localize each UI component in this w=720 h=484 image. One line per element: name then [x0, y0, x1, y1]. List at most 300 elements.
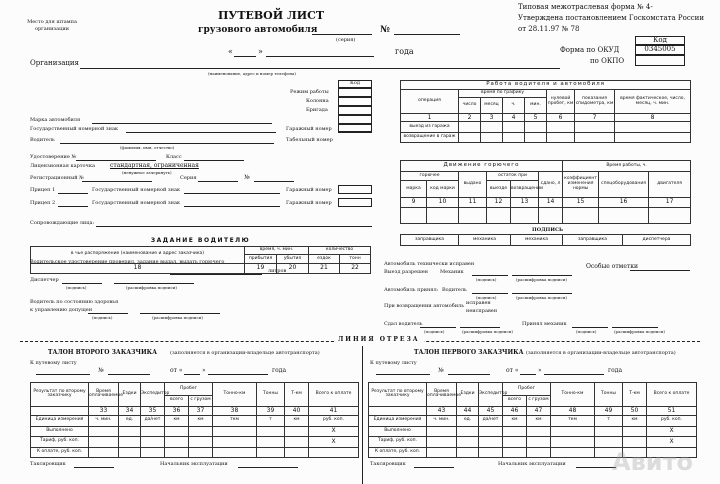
form-type: Типовая межотраслевая форма № 4-	[518, 3, 653, 11]
lic-card-hint: (ненужное зачеркнуть)	[122, 170, 172, 175]
c1-cell[interactable]	[595, 437, 623, 447]
c2-cell[interactable]	[165, 447, 189, 458]
c2-unit: км	[165, 416, 189, 426]
reg-no-label: Регистрационный №	[30, 175, 84, 181]
trailer2-gov-label: Государственный номерной знак	[92, 200, 181, 206]
c1-unit: км	[527, 416, 551, 426]
liters-label: литров	[268, 268, 287, 274]
dispatcher-decode-field[interactable]	[114, 283, 194, 284]
driver-sign-r[interactable]	[472, 293, 508, 294]
c1-num-empty	[369, 406, 427, 416]
c1-cell[interactable]	[427, 426, 457, 436]
fuel-cell[interactable]	[599, 207, 649, 223]
work-table	[400, 80, 691, 143]
trailer2-field[interactable]	[58, 206, 88, 207]
work-cell[interactable]	[481, 132, 503, 142]
task-num: 22	[340, 264, 371, 274]
approved-by: Утверждена постановлением Госкомстата России	[518, 14, 704, 22]
accepted-sign-hint: (подпись)	[576, 329, 597, 334]
gov-sign-label: Государственный номерной знак	[30, 126, 119, 132]
special-marks-field[interactable]	[630, 270, 690, 271]
coupon1-waybill-field[interactable]	[376, 374, 430, 375]
work-col-odometer: показания спидометра, км	[575, 90, 615, 114]
fuel-cell[interactable]	[563, 207, 599, 223]
c2-cell[interactable]	[213, 437, 257, 447]
c2-col-time: Время оплачиваемое	[89, 383, 119, 407]
c1-col-trips: Ездки	[457, 383, 479, 407]
c2-cell[interactable]	[89, 447, 119, 458]
dispatcher-decode-hint: (расшифровка подписи)	[126, 285, 177, 290]
coupon2-no-field[interactable]	[108, 374, 150, 375]
c2-units-label: Единица измерения	[31, 416, 89, 426]
fine-option[interactable]: исправен	[466, 300, 491, 306]
fuel-num: 12	[487, 197, 511, 207]
c1-head-label: Начальник эксплуатации	[498, 461, 566, 467]
driver-decode-r[interactable]	[512, 293, 572, 294]
task-col-customer: в чье распоряжение (наименование и адрес заказчика)	[31, 246, 245, 264]
c2-num: 40	[285, 406, 309, 416]
c1-cell[interactable]	[427, 447, 457, 458]
coupon1-no-field[interactable]	[448, 374, 490, 375]
task-col-tons: тонн	[340, 255, 371, 264]
work-num: 2	[459, 114, 481, 122]
c1-cell[interactable]	[479, 447, 503, 458]
mechanic-sign-hint-1: (подпись)	[476, 277, 497, 282]
okud-label: Форма по ОКУД	[560, 46, 620, 54]
c1-col-tonkm: Тонно-км	[551, 383, 595, 407]
c2-num: 38	[213, 406, 257, 416]
org-hint: (наименование, адрес и номер телефона)	[208, 71, 296, 76]
class-field[interactable]	[184, 160, 244, 161]
work-row-out: выезд из гаража	[401, 122, 459, 132]
fuel-num: 17	[649, 197, 691, 207]
c2-cell[interactable]	[119, 447, 141, 458]
fuel-cell[interactable]	[649, 207, 691, 223]
fuel-cell[interactable]	[459, 207, 487, 223]
work-cell[interactable]	[615, 122, 691, 132]
c2-x-mark: X	[309, 437, 359, 447]
work-num: 4	[503, 114, 525, 122]
reg-no-field[interactable]	[82, 181, 152, 182]
okpo-field[interactable]	[635, 55, 685, 66]
driver-decode-hint-r: (расшифровка подписи)	[516, 295, 567, 300]
c1-unit: ед.	[457, 416, 479, 426]
c1-col-time: Время оплачиваемое	[427, 383, 457, 407]
fuel-num: 11	[459, 197, 487, 207]
fuel-col-time: Время работы, ч.	[563, 161, 691, 172]
c2-col-tons: Тонны	[257, 383, 285, 407]
c2-cell[interactable]	[257, 447, 285, 458]
c2-unit: руб. коп.	[309, 416, 359, 426]
c1-col-total-pay: Всего к оплате	[647, 383, 697, 407]
c1-cell[interactable]	[623, 426, 647, 436]
fuel-issue-field[interactable]	[170, 274, 262, 275]
coupon1-table	[368, 382, 697, 458]
task-table	[30, 236, 371, 274]
work-cell[interactable]	[459, 122, 481, 132]
fuel-cell[interactable]	[511, 207, 539, 223]
coupon-divider	[362, 346, 363, 484]
date-day-field[interactable]	[234, 56, 256, 57]
tech-ok-label: Автомобиль технически исправен	[384, 261, 475, 267]
fuel-col-equip: спецоборудования	[599, 171, 649, 197]
c2-num: 35	[141, 406, 165, 416]
fuel-col-out: выезде	[487, 181, 511, 197]
c2-cell[interactable]	[89, 437, 119, 447]
c1-row-tariff: Тариф, руб. коп.	[369, 437, 427, 447]
c1-col-exped: Экспедитор	[479, 383, 503, 407]
coupon1-note: (заполняется в организации-владельце автотранспорта)	[526, 350, 676, 356]
license-label: Удостоверение №	[30, 154, 77, 160]
c1-num: 49	[595, 406, 623, 416]
trailer1-gov-field[interactable]	[184, 193, 280, 194]
c2-cell[interactable]	[285, 437, 309, 447]
work-cell[interactable]	[547, 132, 575, 142]
work-cell[interactable]	[575, 122, 615, 132]
fuel-cell[interactable]	[539, 207, 563, 223]
c1-row-topay: К оплате, руб. коп.	[369, 447, 427, 458]
fuel-num: 9	[401, 197, 427, 207]
work-cell[interactable]	[503, 132, 525, 142]
c1-cell[interactable]	[503, 426, 527, 436]
c1-col-result: Результат по второму заказчику	[369, 383, 427, 407]
c2-unit: т	[257, 416, 285, 426]
date-open-quote: «	[228, 47, 233, 56]
mode-label: Режим работы	[290, 89, 329, 95]
c2-cell[interactable]	[285, 426, 309, 436]
mechanic-decode-1[interactable]	[512, 275, 572, 276]
trailer2-gov-field[interactable]	[184, 206, 280, 207]
fuel-cell[interactable]	[427, 207, 459, 223]
fuel-num: 13	[511, 197, 539, 207]
sign-mechanic-2[interactable]: механика	[511, 235, 563, 246]
sign-dispatcher[interactable]: диспетчера	[623, 235, 691, 246]
c1-cell[interactable]	[479, 437, 503, 447]
c1-cell[interactable]	[623, 437, 647, 447]
page-subtitle: грузового автомобиля	[198, 25, 318, 35]
coupon1-to: »	[538, 367, 542, 374]
coupon2-waybill: К путевому листу	[30, 360, 77, 366]
c2-taxing-field[interactable]	[74, 467, 114, 468]
c1-cell[interactable]	[551, 447, 595, 458]
c2-cell[interactable]	[257, 426, 285, 436]
license-field[interactable]	[76, 160, 156, 161]
c2-col-tonkm: Тонно-км	[213, 383, 257, 407]
c1-units-label: Единица измерения	[369, 416, 427, 426]
c1-unit: да/нет	[479, 416, 503, 426]
driver-hint: (фамилия, имя, отчество)	[120, 145, 175, 150]
fuel-col-fuel: горючее	[401, 171, 459, 181]
mechanic-sign-1[interactable]	[472, 275, 508, 276]
coupon1-month-field[interactable]	[544, 374, 604, 375]
work-col-day: число	[459, 98, 481, 114]
fuel-cell[interactable]	[401, 207, 427, 223]
brigade-field[interactable]	[338, 106, 372, 115]
coupon2-waybill-field[interactable]	[36, 374, 90, 375]
reg-series-field[interactable]	[198, 181, 238, 182]
task-num: 18	[31, 264, 245, 274]
coupon1-year: года	[608, 367, 623, 374]
escorts-field[interactable]	[96, 226, 372, 227]
c1-head-field[interactable]	[576, 467, 616, 468]
fuel-col-return: возвращении	[511, 181, 539, 197]
health-sign-hint: (подпись)	[92, 315, 113, 320]
task-num: 21	[309, 264, 340, 274]
c2-head-label: Начальник эксплуатации	[160, 461, 228, 467]
driver-sign-hint-r: (подпись)	[476, 295, 497, 300]
c1-col-run-total: всего	[503, 396, 527, 406]
trailer1-field[interactable]	[58, 193, 88, 194]
work-cell[interactable]	[525, 132, 547, 142]
car-brand-field[interactable]	[92, 123, 272, 124]
work-num: 6	[547, 114, 575, 122]
c1-cell[interactable]	[457, 447, 479, 458]
work-num: 7	[575, 114, 615, 122]
work-cell[interactable]	[481, 122, 503, 132]
work-cell[interactable]	[503, 122, 525, 132]
tab-no-field[interactable]	[338, 124, 372, 133]
work-title: Работа водителя и автомобиля	[401, 81, 691, 90]
c1-cell[interactable]	[551, 437, 595, 447]
coupon2-from: от «	[170, 367, 183, 374]
coupon2-table	[30, 382, 359, 458]
c2-cell[interactable]	[141, 447, 165, 458]
date-close-quote: »	[258, 47, 263, 56]
coupon2-no: №	[98, 367, 104, 374]
c1-cell[interactable]	[551, 426, 595, 436]
work-col-fact: время фактическое, число, месяц, ч. мин.	[615, 90, 691, 114]
c2-cell[interactable]	[89, 426, 119, 436]
sign-refueler-2[interactable]: заправщика	[563, 235, 623, 246]
fuel-col-coef: коэффициент изменения нормы	[563, 171, 599, 197]
trailer2-garage-field[interactable]	[338, 198, 372, 207]
c2-unit: да/нет	[141, 416, 165, 426]
accepted-by-label: Принял механик	[522, 321, 567, 327]
stamp-place-line1: Место для штампа	[27, 19, 77, 25]
accepted-label: Автомобиль принял:	[384, 287, 439, 293]
work-row-return: возвращение в гараж	[401, 132, 459, 142]
c2-num: 41	[309, 406, 359, 416]
task-col-time: время, ч. мин.	[245, 246, 309, 255]
c2-unit: ткм	[213, 416, 257, 426]
work-cell[interactable]	[459, 132, 481, 142]
c2-cell[interactable]	[213, 426, 257, 436]
c1-cell[interactable]	[479, 426, 503, 436]
fuel-col-handed: сдано, л	[539, 171, 563, 197]
work-num: 5	[525, 114, 547, 122]
c1-num: 46	[503, 406, 527, 416]
sign-mechanic-1[interactable]: механика	[459, 235, 511, 246]
c1-unit: ч. мин.	[427, 416, 457, 426]
column-label: Колонна	[306, 98, 329, 104]
license-checked-1: Водительское удостоверение проверил, задание выдал, выдать горючего	[30, 259, 225, 265]
fuel-col-engine: двигателя	[649, 171, 691, 197]
c2-num-empty	[31, 406, 89, 416]
accepted-decode-hint: (расшифровка подписи)	[614, 329, 665, 334]
c2-taxing-label: Таксировщик	[30, 461, 66, 467]
task-num: 20	[277, 264, 309, 274]
c1-cell[interactable]	[527, 426, 551, 436]
work-num: 1	[401, 114, 459, 122]
column-field[interactable]	[338, 97, 372, 106]
c1-unit: ткм	[551, 416, 595, 426]
c2-head-field[interactable]	[238, 467, 298, 468]
c2-cell[interactable]	[285, 447, 309, 458]
c1-cell[interactable]	[527, 437, 551, 447]
stamp-place-line2: организации	[34, 26, 70, 32]
fuel-num: 14	[539, 197, 563, 207]
c1-x-mark: X	[647, 426, 697, 436]
coupon2-to: »	[202, 367, 206, 374]
c2-cell[interactable]	[141, 426, 165, 436]
c1-cell[interactable]	[427, 437, 457, 447]
series-field[interactable]	[312, 34, 372, 35]
work-col-hour: ч.	[503, 98, 525, 114]
work-cell[interactable]	[575, 132, 615, 142]
c2-cell[interactable]	[189, 426, 213, 436]
c1-cell[interactable]	[457, 426, 479, 436]
accepted-sign[interactable]	[572, 327, 608, 328]
c1-unit: т	[595, 416, 623, 426]
work-cell[interactable]	[547, 122, 575, 132]
date-year-label: года	[395, 47, 414, 56]
code-column-header: Код	[350, 80, 360, 86]
c1-num: 50	[623, 406, 647, 416]
task-col-leave: убытия	[277, 255, 309, 264]
coupon2-day-field[interactable]	[184, 374, 200, 375]
number-sign: №	[380, 25, 390, 35]
c1-cell[interactable]	[503, 437, 527, 447]
c1-num: 48	[551, 406, 595, 416]
accepted-decode[interactable]	[612, 327, 658, 328]
cut-line-label: ЛИНИЯ ОТРЕЗА	[334, 337, 424, 343]
trailer1-label: Прицеп 1	[30, 187, 56, 193]
special-marks-label: Особые отметки	[586, 263, 638, 270]
class-label: Класс	[166, 154, 182, 160]
on-return-label: При возвращении автомобиль	[384, 303, 464, 309]
work-cell[interactable]	[615, 132, 691, 142]
okpo-label: по ОКПО	[590, 57, 625, 65]
work-col-month: месяц	[481, 98, 503, 114]
trailer2-label: Прицеп 2	[30, 200, 56, 206]
c2-cell[interactable]	[119, 426, 141, 436]
c1-cell[interactable]	[527, 447, 551, 458]
task-title: ЗАДАНИЕ ВОДИТЕЛЮ	[31, 236, 371, 246]
gov-sign-field[interactable]	[126, 132, 276, 133]
c2-row-tariff: Тариф, руб. коп.	[31, 437, 89, 447]
lic-card-value[interactable]: стандартная, ограниченная	[110, 162, 199, 169]
okud-value: 0345005	[644, 45, 676, 53]
handed-decode[interactable]	[460, 327, 500, 328]
c1-cell[interactable]	[595, 426, 623, 436]
dispatcher-sign-hint: (подпись)	[66, 285, 87, 290]
work-col-zero-run: нулевой пробег, км	[547, 90, 575, 114]
c2-col-exped: Экспедитор	[141, 383, 165, 407]
work-cell[interactable]	[525, 122, 547, 132]
fuel-signs-title: ПОДПИСЬ	[532, 227, 564, 233]
c2-cell[interactable]	[165, 437, 189, 447]
number-field[interactable]	[394, 34, 460, 35]
approved-date: от 28.11.97 № 78	[518, 25, 580, 33]
tab-no-label: Табельный номер	[286, 137, 333, 143]
reg-number-sign: №	[244, 174, 250, 181]
fuel-col-brand: марка	[401, 181, 427, 197]
org-field[interactable]	[80, 68, 560, 69]
coupon2-month-field[interactable]	[208, 374, 268, 375]
c2-num: 34	[119, 406, 141, 416]
escorts-label: Сопровождающие лица:	[30, 220, 95, 226]
c1-cell[interactable]	[457, 437, 479, 447]
c1-taxing-label: Таксировщик	[370, 461, 406, 467]
fuel-title: Движение горючего	[401, 161, 563, 172]
c2-num: 36	[165, 406, 189, 416]
coupon1-no: №	[438, 367, 444, 374]
driver-field[interactable]	[60, 143, 274, 144]
c2-cell[interactable]	[165, 426, 189, 436]
mode-field[interactable]	[338, 88, 372, 97]
c2-cell[interactable]	[189, 447, 213, 458]
c2-cell[interactable]	[141, 437, 165, 447]
dispatcher-sign-field[interactable]	[62, 283, 102, 284]
c2-x-mark: X	[309, 426, 359, 436]
c2-num: 37	[189, 406, 213, 416]
c2-cell[interactable]	[213, 447, 257, 458]
coupon1-from: от «	[506, 367, 519, 374]
task-num: 19	[245, 264, 277, 274]
coupon1-day-field[interactable]	[520, 374, 536, 375]
c2-cell[interactable]	[119, 437, 141, 447]
c1-taxing-field[interactable]	[414, 467, 454, 468]
c2-cell[interactable]	[189, 437, 213, 447]
c2-row-topay: К оплате, руб. коп.	[31, 447, 89, 458]
handed-decode-hint: (расшифровка подписи)	[462, 329, 513, 334]
c2-col-result: Результат по второму заказчику	[31, 383, 89, 407]
c1-x-mark: X	[647, 437, 697, 447]
c1-cell[interactable]	[503, 447, 527, 458]
work-num: 3	[481, 114, 503, 122]
fuel-table	[400, 160, 691, 224]
c2-cell[interactable]	[257, 437, 285, 447]
handed-sign-hint: (подпись)	[424, 329, 445, 334]
health-sign-field[interactable]	[88, 313, 128, 314]
faulty-option[interactable]: неисправен	[466, 308, 498, 314]
sign-refueler-1[interactable]: заправщика	[401, 235, 459, 246]
date-month-field[interactable]	[266, 56, 374, 57]
c1-num: 43	[427, 406, 457, 416]
code-header: Код	[653, 36, 667, 44]
fuel-signs-table	[400, 234, 691, 246]
car-brand-label: Марка автомобиля	[30, 117, 81, 123]
c2-cell[interactable]	[309, 447, 359, 458]
reg-number-field[interactable]	[254, 181, 294, 182]
garage-no-field[interactable]	[338, 115, 372, 124]
trailer1-garage-field[interactable]	[338, 185, 372, 194]
fuel-cell[interactable]	[487, 207, 511, 223]
c2-unit: км	[285, 416, 309, 426]
lic-card-label: Лицензионная карточка	[30, 163, 95, 169]
handed-sign[interactable]	[420, 327, 456, 328]
task-col-arrive: прибытия	[245, 255, 277, 264]
coupon2-note: (заполняется в организации-владельце автотранспорта)	[170, 350, 320, 356]
health-decode-hint: (расшифровка подписи)	[152, 315, 203, 320]
coupon1-title: ТАЛОН ПЕРВОГО ЗАКАЗЧИКА	[414, 349, 524, 356]
c2-unit: км	[189, 416, 213, 426]
c1-col-run-cargo: с грузом	[527, 396, 551, 406]
garage-no-label: Гаражный номер	[286, 126, 332, 132]
handed-by-label: Сдал водитель	[384, 321, 423, 327]
c1-unit: км	[623, 416, 647, 426]
health-decode-field[interactable]	[140, 313, 220, 314]
